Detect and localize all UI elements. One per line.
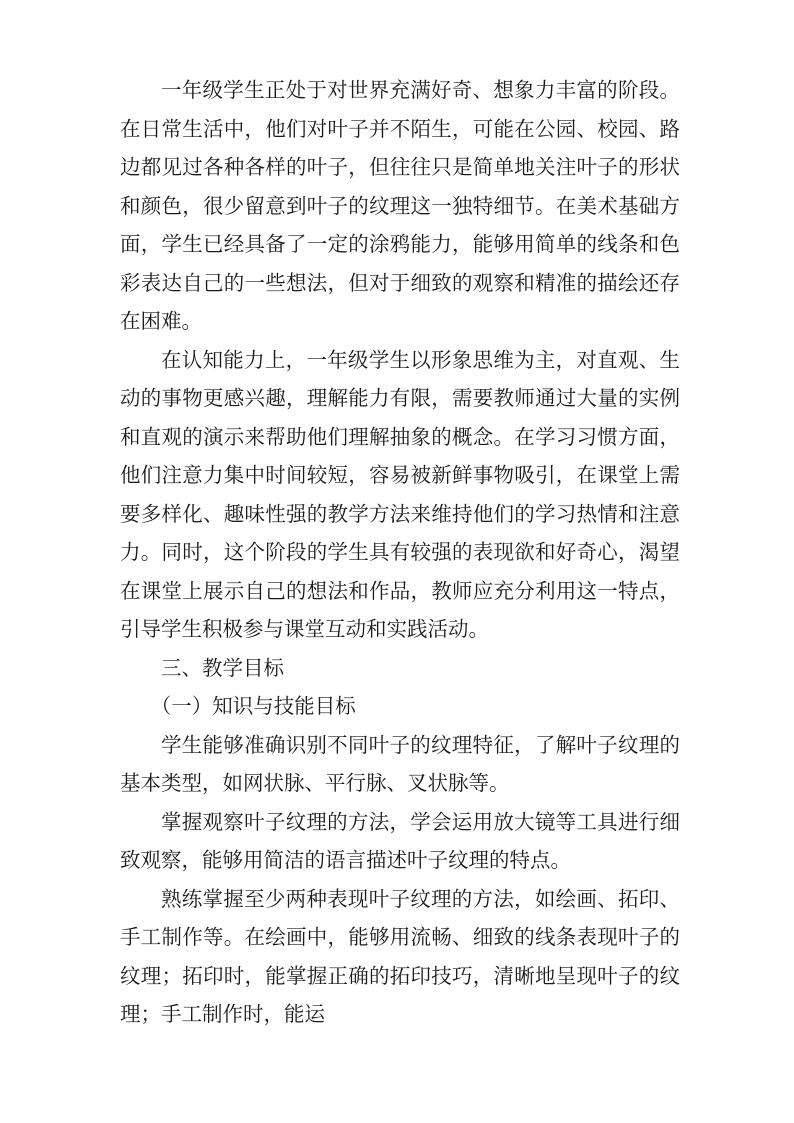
paragraph-goal-observe: 掌握观察叶子纹理的方法，学会运用放大镜等工具进行细致观察，能够用简洁的语言描述叶子纹理的特点。 — [120, 809, 680, 872]
paragraph-goal-identify: 学生能够准确识别不同叶子的纹理特征，了解叶子纹理的基本类型，如网状脉、平行脉、叉状脉等。 — [120, 732, 680, 795]
paragraph-student-characteristics: 一年级学生正处于对世界充满好奇、想象力丰富的阶段。在日常生活中，他们对叶子并不陌生，可能在公园、校园、路边都见过各种各样的叶子，但往往只是简单地关注叶子的形状和颜色，很少留意到叶子的纹理这一独特细节。在美术基础方面，学生已经具备了一定的涂鸦能力，能够用简单的线条和色彩表达自己的一些想法，但对于细致的观察和精准的描绘还存在困难。 — [120, 78, 680, 333]
section-heading-teaching-goals: 三、教学目标 — [161, 655, 284, 680]
document-page — [120, 71, 680, 1034]
paragraph-cognitive-ability: 在认知能力上，一年级学生以形象思维为主，对直观、生动的事物更感兴趣，理解能力有限，需要教师通过大量的实例和直观的演示来帮助他们理解抽象的概念。在学习习惯方面，他们注意力集中时间较短，容易被新鲜事物吸引，在课堂上需要多样化、趣味性强的教学方法来维持他们的学习热情和注意力。同时，这个阶段的学生具有较强的表现欲和好奇心，渴望在课堂上展示自己的想法和作品，教师应充分利用这一特点，引导学生积极参与课堂互动和实践活动。 — [120, 347, 680, 641]
subsection-heading-knowledge-skills: （一）知识与技能目标 — [150, 694, 356, 718]
paragraph-goal-express: 熟练掌握至少两种表现叶子纹理的方法，如绘画、拓印、手工制作等。在绘画中，能够用流畅、细致的线条表现叶子的纹理；拓印时，能掌握正确的拓印技巧，清晰地呈现叶子的纹理；手工制作时，能运 — [120, 886, 680, 1026]
